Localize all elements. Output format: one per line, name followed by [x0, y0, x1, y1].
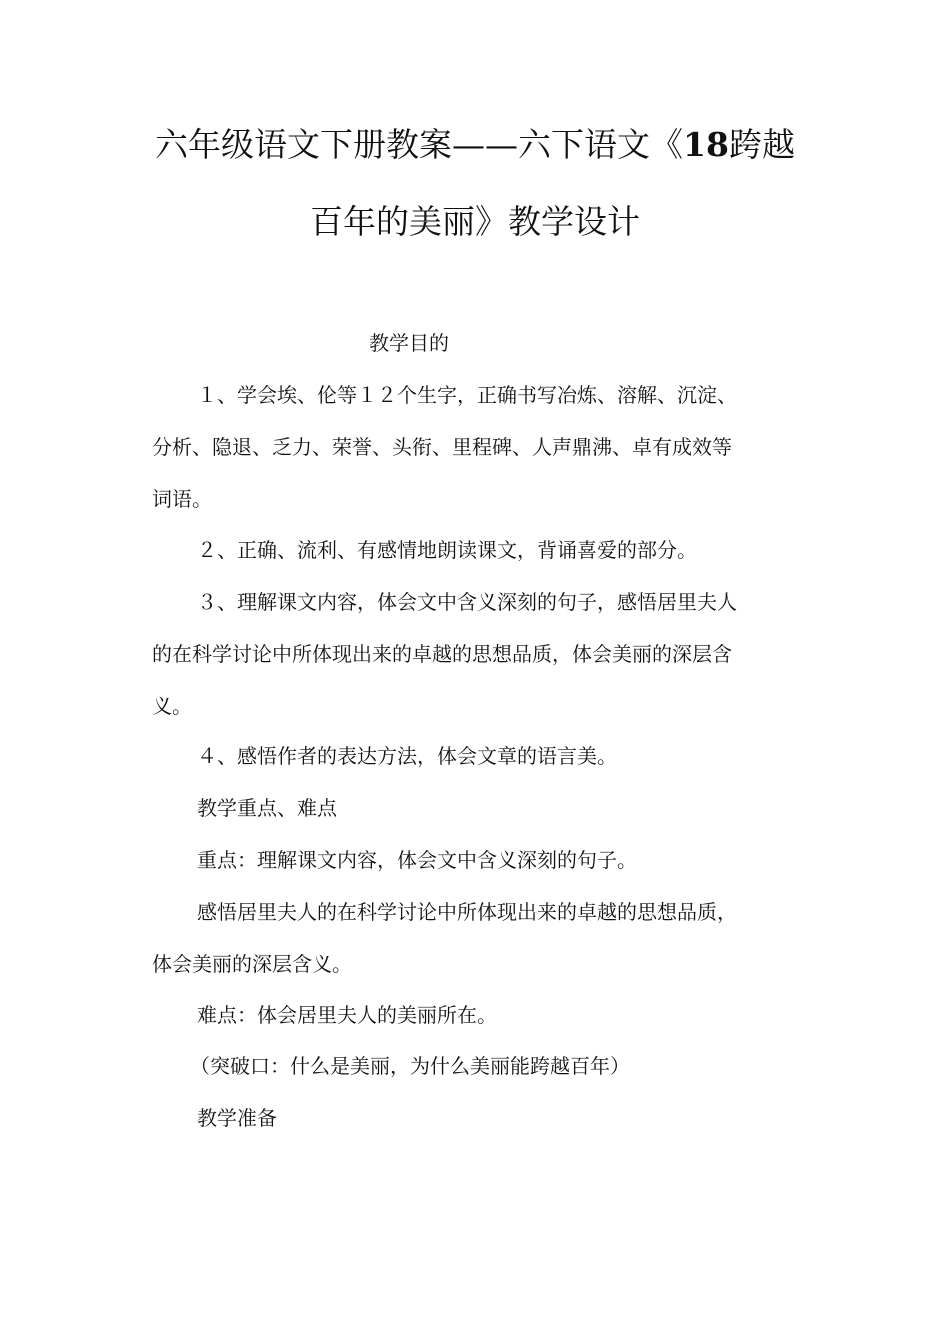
objective-3-line-2: 的在科学讨论中所体现出来的卓越的思想品质，体会美丽的深层含	[152, 642, 732, 666]
document-title-line-1	[150, 125, 800, 165]
objectives-heading: 教学目的	[369, 331, 449, 355]
objective-1-line-3: 词语。	[152, 487, 212, 511]
key-point-2-line-1: 感悟居里夫人的在科学讨论中所体现出来的卓越的思想品质，	[197, 900, 737, 924]
breakthrough-note: （突破口：什么是美丽，为什么美丽能跨越百年）	[190, 1054, 630, 1078]
objective-2-line-1: ２、正确、流利、有感情地朗读课文，背诵喜爱的部分。	[197, 538, 697, 562]
objective-4-line-1: ４、感悟作者的表达方法，体会文章的语言美。	[197, 744, 617, 768]
title-lesson-number: 18	[683, 125, 729, 164]
objective-3-line-1: ３、理解课文内容，体会文中含义深刻的句子，感悟居里夫人	[197, 590, 737, 614]
key-points-heading: 教学重点、难点	[197, 796, 337, 820]
objective-1-line-2: 分析、隐退、乏力、荣誉、头衔、里程碑、人声鼎沸、卓有成效等	[152, 435, 732, 459]
document-title-line-2: 百年的美丽》教学设计	[310, 202, 640, 241]
preparation-heading: 教学准备	[197, 1106, 277, 1130]
objective-1-line-1: １、学会埃、伦等１２个生字，正确书写冶炼、溶解、沉淀、	[197, 383, 737, 407]
key-point: 重点：理解课文内容，体会文中含义深刻的句子。	[197, 848, 637, 872]
title-text-post: 跨越	[728, 125, 795, 164]
objective-3-line-3: 义。	[152, 694, 192, 718]
title-text-pre: 六年级语文下册教案——六下语文《	[155, 125, 684, 164]
key-point-2-line-2: 体会美丽的深层含义。	[152, 952, 352, 976]
difficulty: 难点：体会居里夫人的美丽所在。	[197, 1003, 497, 1027]
